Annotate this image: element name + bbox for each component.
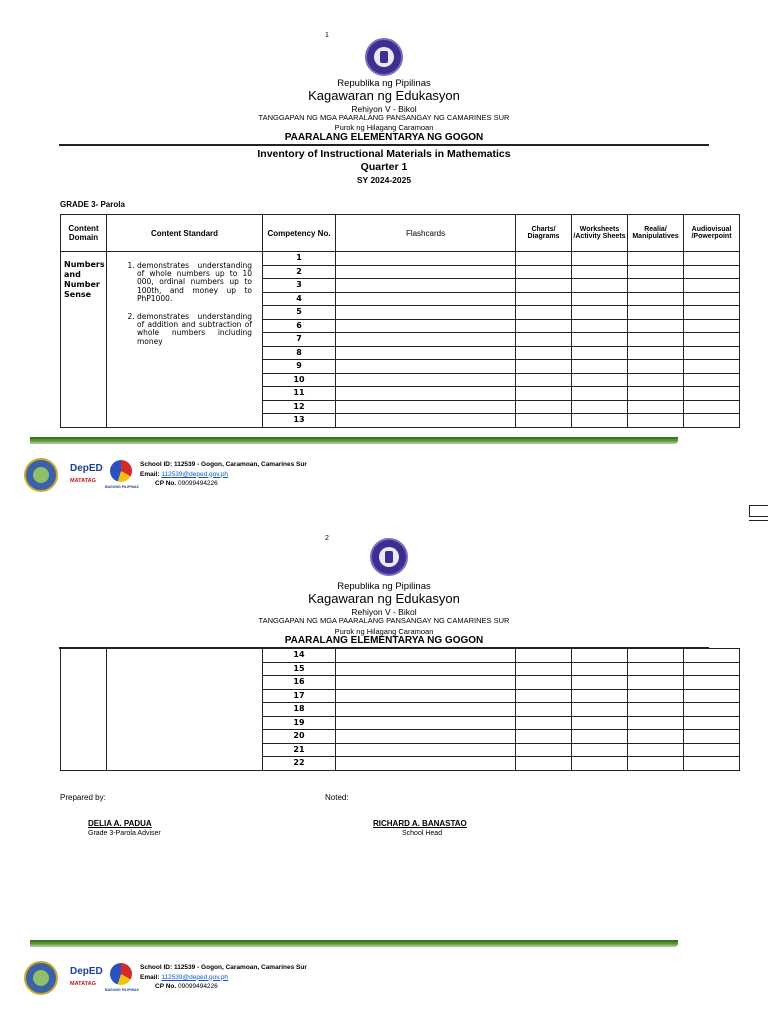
audiovisual-cell[interactable] (684, 662, 740, 676)
audiovisual-cell[interactable] (684, 716, 740, 730)
preparer-name: DELIA A. PADUA (88, 819, 152, 828)
noter-role: School Head (402, 830, 443, 837)
header-divider (59, 144, 709, 146)
content-domain-cell: Numbers and Number Sense (61, 252, 107, 428)
flashcards-cell[interactable] (336, 649, 516, 663)
worksheets-cell[interactable] (572, 346, 628, 360)
flashcards-cell[interactable] (336, 319, 516, 333)
republic-label: Republika ng Pipilinas (337, 581, 431, 592)
flashcards-cell[interactable] (336, 743, 516, 757)
flashcards-cell[interactable] (336, 252, 516, 266)
audiovisual-cell[interactable] (684, 676, 740, 690)
inventory-table-page1 (60, 214, 740, 428)
email-link[interactable]: 112539@deped.gov.ph (161, 470, 229, 478)
division-label: TANGGAPAN NG MGA PAARALANG PANSANGAY NG CAMARINES SUR (258, 616, 510, 625)
standard-item: 2. demonstrates understanding of addition and subtraction of whole numbers including money (137, 313, 252, 346)
competency-number: 3 (263, 279, 336, 293)
realia-cell[interactable] (628, 333, 684, 347)
worksheets-cell[interactable] (572, 689, 628, 703)
division-label: TANGGAPAN NG MGA PAARALANG PANSANGAY NG CAMARINES SUR (258, 113, 510, 122)
audiovisual-cell[interactable] (684, 703, 740, 717)
charts-cell[interactable] (516, 676, 572, 690)
audiovisual-cell[interactable] (684, 252, 740, 266)
purok-label: Purok ng Hilagang Caramoan (334, 627, 434, 636)
school-seal-icon (24, 961, 58, 995)
bagong-pilipinas-label: BAGONG PILIPINAS (105, 485, 139, 489)
competency-number: 20 (263, 730, 336, 744)
realia-cell[interactable] (628, 265, 684, 279)
charts-cell[interactable] (516, 743, 572, 757)
flashcards-cell[interactable] (336, 360, 516, 374)
department-label: Kagawaran ng Edukasyon (308, 591, 460, 606)
worksheets-cell[interactable] (572, 703, 628, 717)
school-name: PAARALANG ELEMENTARYA NG GOGON (284, 132, 484, 143)
flashcards-cell[interactable] (336, 689, 516, 703)
document-title: Inventory of Instructional Materials in Mathematics (257, 148, 511, 160)
worksheets-cell[interactable] (572, 333, 628, 347)
charts-cell[interactable] (516, 662, 572, 676)
charts-cell[interactable] (516, 333, 572, 347)
flashcards-cell[interactable] (336, 676, 516, 690)
audiovisual-cell[interactable] (684, 346, 740, 360)
flashcards-cell[interactable] (336, 373, 516, 387)
competency-number: 10 (263, 373, 336, 387)
header-competency-no: Competency No. (263, 215, 336, 252)
region-label: Rehiyon V - Bikol (351, 104, 417, 114)
realia-cell[interactable] (628, 676, 684, 690)
school-id: School ID: 112539 - Gogon, Caramoan, Camarines Sur (140, 964, 307, 971)
school-seal-icon (24, 458, 58, 492)
charts-cell[interactable] (516, 414, 572, 428)
charts-cell[interactable] (516, 730, 572, 744)
charts-cell[interactable] (516, 319, 572, 333)
bagong-pilipinas-logo-icon (110, 460, 132, 482)
audiovisual-cell[interactable] (684, 387, 740, 401)
charts-cell[interactable] (516, 373, 572, 387)
header-charts: Charts/ Diagrams (516, 215, 572, 252)
footer-green-line (30, 437, 678, 439)
cp-number: 09099494226 (178, 983, 218, 990)
charts-cell[interactable] (516, 265, 572, 279)
email-label: Email: (140, 470, 160, 478)
school-id: School ID: 112539 - Gogon, Caramoan, Camarines Sur (140, 461, 307, 468)
charts-cell[interactable] (516, 252, 572, 266)
realia-cell[interactable] (628, 346, 684, 360)
audiovisual-cell[interactable] (684, 333, 740, 347)
charts-cell[interactable] (516, 306, 572, 320)
preparer-role: Grade 3-Parola Adviser (88, 830, 161, 837)
charts-cell[interactable] (516, 292, 572, 306)
deped-logo-icon: DepED (70, 463, 103, 474)
content-standard-cell (107, 649, 263, 771)
page-number: 1 (325, 32, 329, 39)
flashcards-cell[interactable] (336, 400, 516, 414)
header-content-standard: Content Standard (107, 215, 263, 252)
audiovisual-cell[interactable] (684, 730, 740, 744)
page-number: 2 (325, 535, 329, 542)
realia-cell[interactable] (628, 387, 684, 401)
republic-label: Republika ng Pipilinas (337, 78, 431, 89)
charts-cell[interactable] (516, 346, 572, 360)
worksheets-cell[interactable] (572, 676, 628, 690)
worksheets-cell[interactable] (572, 292, 628, 306)
competency-number: 19 (263, 716, 336, 730)
flashcards-cell[interactable] (336, 292, 516, 306)
competency-number: 2 (263, 265, 336, 279)
realia-cell[interactable] (628, 703, 684, 717)
audiovisual-cell[interactable] (684, 373, 740, 387)
charts-cell[interactable] (516, 757, 572, 771)
worksheets-cell[interactable] (572, 279, 628, 293)
worksheets-cell[interactable] (572, 662, 628, 676)
school-year: SY 2024-2025 (356, 175, 412, 185)
audiovisual-cell[interactable] (684, 689, 740, 703)
competency-number: 8 (263, 346, 336, 360)
realia-cell[interactable] (628, 649, 684, 663)
realia-cell[interactable] (628, 414, 684, 428)
competency-number: 18 (263, 703, 336, 717)
audiovisual-cell[interactable] (684, 306, 740, 320)
charts-cell[interactable] (516, 387, 572, 401)
worksheets-cell[interactable] (572, 373, 628, 387)
audiovisual-cell[interactable] (684, 649, 740, 663)
header-content-domain: Content Domain (61, 215, 107, 252)
noter-name: RICHARD A. BANASTAO (373, 819, 467, 828)
flashcards-cell[interactable] (336, 333, 516, 347)
competency-number: 9 (263, 360, 336, 374)
inventory-table-page2 (60, 648, 740, 771)
worksheets-cell[interactable] (572, 414, 628, 428)
realia-cell[interactable] (628, 716, 684, 730)
worksheets-cell[interactable] (572, 730, 628, 744)
realia-cell[interactable] (628, 757, 684, 771)
realia-cell[interactable] (628, 292, 684, 306)
deped-logo-icon: DepED (70, 966, 103, 977)
quarter-label: Quarter 1 (360, 161, 408, 173)
audiovisual-cell[interactable] (684, 265, 740, 279)
audiovisual-cell[interactable] (684, 743, 740, 757)
realia-cell[interactable] (628, 730, 684, 744)
realia-cell[interactable] (628, 319, 684, 333)
worksheets-cell[interactable] (572, 306, 628, 320)
charts-cell[interactable] (516, 703, 572, 717)
competency-number: 17 (263, 689, 336, 703)
worksheets-cell[interactable] (572, 716, 628, 730)
content-standard-cell (107, 252, 263, 428)
school-name: PAARALANG ELEMENTARYA NG GOGON (284, 635, 484, 646)
flashcards-cell[interactable] (336, 387, 516, 401)
charts-cell[interactable] (516, 360, 572, 374)
competency-number: 12 (263, 400, 336, 414)
worksheets-cell[interactable] (572, 360, 628, 374)
competency-number: 21 (263, 743, 336, 757)
region-label: Rehiyon V - Bikol (351, 607, 417, 617)
audiovisual-cell[interactable] (684, 279, 740, 293)
competency-number: 16 (263, 676, 336, 690)
matatag-logo: MATATAG (70, 478, 96, 484)
flashcards-cell[interactable] (336, 346, 516, 360)
noted-label: Noted: (325, 793, 349, 802)
email-link[interactable]: 112539@deped.gov.ph (161, 973, 229, 981)
worksheets-cell[interactable] (572, 319, 628, 333)
standard-item: 1. demonstrates understanding of whole numbers up to 10 000, ordinal numbers up to 100th, and money up to PhP1000. (137, 262, 252, 303)
worksheets-cell[interactable] (572, 757, 628, 771)
competency-number: 11 (263, 387, 336, 401)
competency-number: 13 (263, 414, 336, 428)
competency-number: 14 (263, 649, 336, 663)
worksheets-cell[interactable] (572, 252, 628, 266)
realia-cell[interactable] (628, 373, 684, 387)
bagong-pilipinas-label: BAGONG PILIPINAS (105, 988, 139, 992)
deped-seal-icon (370, 538, 408, 576)
audiovisual-cell[interactable] (684, 757, 740, 771)
deped-seal-icon (365, 38, 403, 76)
audiovisual-cell[interactable] (684, 319, 740, 333)
competency-number: 7 (263, 333, 336, 347)
realia-cell[interactable] (628, 306, 684, 320)
flashcards-cell[interactable] (336, 265, 516, 279)
flashcards-cell[interactable] (336, 279, 516, 293)
realia-cell[interactable] (628, 662, 684, 676)
charts-cell[interactable] (516, 689, 572, 703)
prepared-by-label: Prepared by: (60, 793, 106, 802)
purok-label: Purok ng Hilagang Caramoan (334, 123, 434, 132)
worksheets-cell[interactable] (572, 649, 628, 663)
header-audiovisual: Audiovisual /Powerpoint (684, 215, 740, 252)
audiovisual-cell[interactable] (684, 400, 740, 414)
realia-cell[interactable] (628, 743, 684, 757)
page-edge-marker (749, 505, 768, 517)
worksheets-cell[interactable] (572, 265, 628, 279)
content-domain-cell (61, 649, 107, 771)
audiovisual-cell[interactable] (684, 360, 740, 374)
flashcards-cell[interactable] (336, 730, 516, 744)
page-edge-line (749, 520, 768, 521)
worksheets-cell[interactable] (572, 387, 628, 401)
header-flashcards: Flashcards (336, 215, 516, 252)
flashcards-cell[interactable] (336, 757, 516, 771)
flashcards-cell[interactable] (336, 703, 516, 717)
realia-cell[interactable] (628, 400, 684, 414)
competency-number: 1 (263, 252, 336, 266)
footer-info (140, 460, 307, 489)
competency-number: 5 (263, 306, 336, 320)
charts-cell[interactable] (516, 649, 572, 663)
realia-cell[interactable] (628, 689, 684, 703)
charts-cell[interactable] (516, 716, 572, 730)
charts-cell[interactable] (516, 279, 572, 293)
bagong-pilipinas-logo-icon (110, 963, 132, 985)
realia-cell[interactable] (628, 360, 684, 374)
grade-section: GRADE 3- Parola (60, 200, 125, 209)
worksheets-cell[interactable] (572, 743, 628, 757)
cp-number: 09099494226 (178, 480, 218, 487)
email-label: Email: (140, 973, 160, 981)
flashcards-cell[interactable] (336, 716, 516, 730)
competency-number: 22 (263, 757, 336, 771)
cp-label: CP No. (155, 983, 177, 990)
department-label: Kagawaran ng Edukasyon (308, 88, 460, 103)
realia-cell[interactable] (628, 252, 684, 266)
realia-cell[interactable] (628, 279, 684, 293)
worksheets-cell[interactable] (572, 400, 628, 414)
competency-number: 4 (263, 292, 336, 306)
flashcards-cell[interactable] (336, 662, 516, 676)
cp-label: CP No. (155, 480, 177, 487)
competency-number: 6 (263, 319, 336, 333)
charts-cell[interactable] (516, 400, 572, 414)
competency-number: 15 (263, 662, 336, 676)
header-realia: Realia/ Manipulatives (628, 215, 684, 252)
flashcards-cell[interactable] (336, 414, 516, 428)
audiovisual-cell[interactable] (684, 414, 740, 428)
matatag-logo: MATATAG (70, 981, 96, 987)
footer-info (140, 963, 307, 992)
flashcards-cell[interactable] (336, 306, 516, 320)
audiovisual-cell[interactable] (684, 292, 740, 306)
header-worksheets: Worksheets /Activity Sheets (572, 215, 628, 252)
footer-green-line (30, 940, 678, 942)
